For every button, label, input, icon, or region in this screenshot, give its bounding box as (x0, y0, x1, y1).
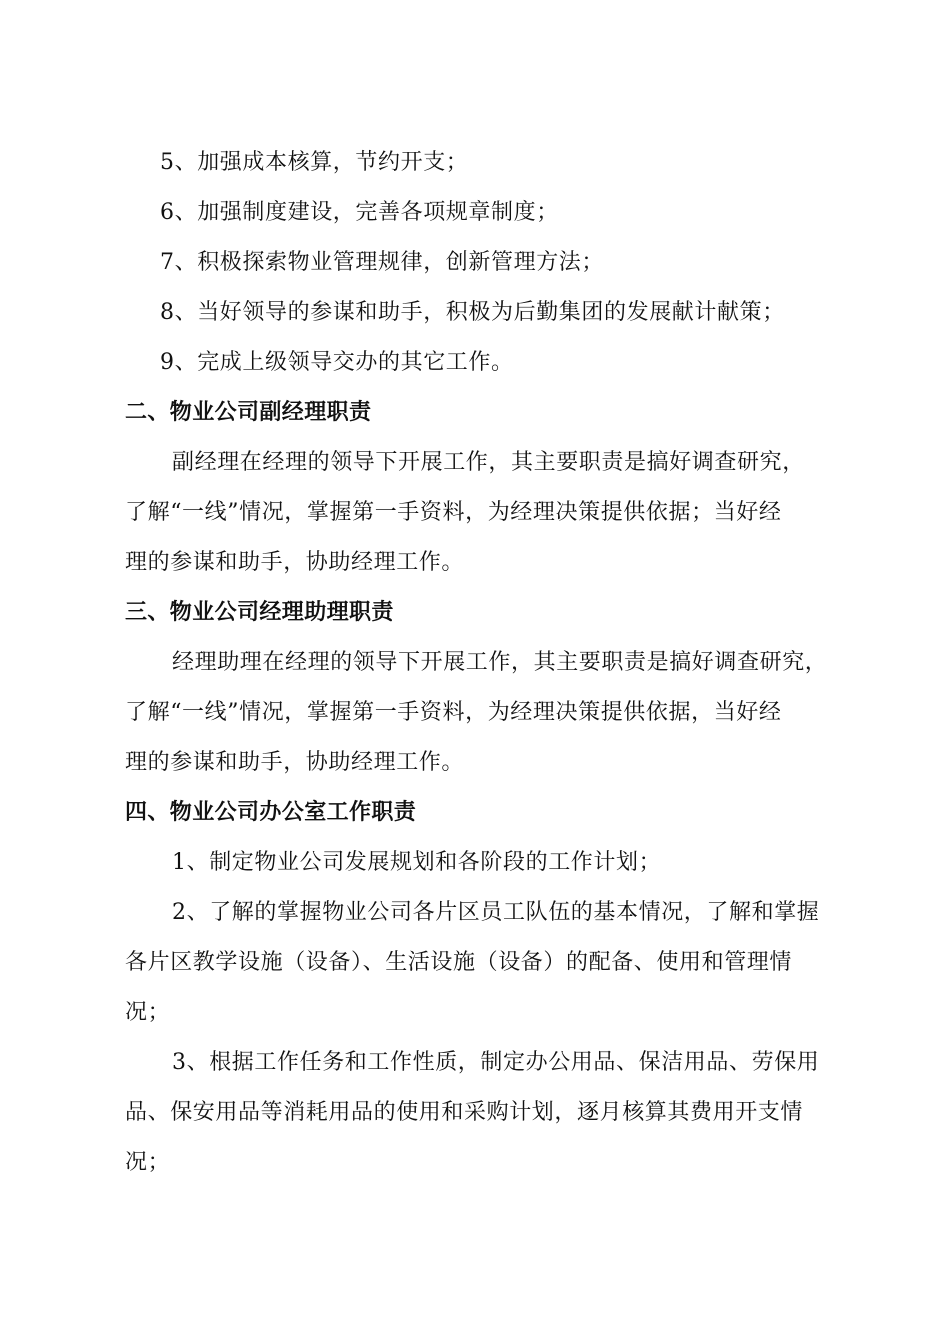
paragraph-line: 理的参谋和助手，协助经理工作。 (125, 550, 465, 575)
list-item-8: 8、当好领导的参谋和助手，积极为后勤集团的发展献计献策； (160, 300, 785, 325)
paragraph-line: 了解“一线”情况，掌握第一手资料，为经理决策提供依据，当好经 (125, 700, 782, 725)
list-item-7: 7、积极探索物业管理规律，创新管理方法； (160, 250, 604, 275)
section-heading-deputy-manager: 二、物业公司副经理职责 (125, 400, 372, 425)
list-item-9: 9、完成上级领导交办的其它工作。 (160, 350, 514, 375)
paragraph-line: 了解“一线”情况，掌握第一手资料，为经理决策提供依据；当好经 (125, 500, 782, 525)
list-item-1: 1、制定物业公司发展规划和各阶段的工作计划； (172, 850, 662, 875)
list-item-2: 2、了解的掌握物业公司各片区员工队伍的基本情况，了解和掌握 (172, 900, 820, 925)
list-item-3-continued: 况； (125, 1150, 171, 1175)
list-item-2-continued: 各片区教学设施（设备）、生活设施（设备）的配备、使用和管理情 (125, 950, 793, 975)
list-item-3: 3、根据工作任务和工作性质，制定办公用品、保洁用品、劳保用 (172, 1050, 820, 1075)
section-heading-assistant-manager: 三、物业公司经理助理职责 (125, 600, 394, 625)
paragraph-line: 理的参谋和助手，协助经理工作。 (125, 750, 465, 775)
paragraph-line: 副经理在经理的领导下开展工作，其主要职责是搞好调查研究， (172, 450, 805, 475)
list-item-2-continued: 况； (125, 1000, 171, 1025)
list-item-3-continued: 品、保安用品等消耗用品的使用和采购计划，逐月核算其费用开支情 (125, 1100, 804, 1125)
paragraph-line: 经理助理在经理的领导下开展工作，其主要职责是搞好调查研究， (172, 650, 828, 675)
list-item-6: 6、加强制度建设，完善各项规章制度； (160, 200, 559, 225)
section-heading-office-duties: 四、物业公司办公室工作职责 (125, 800, 417, 825)
list-item-5: 5、加强成本核算，节约开支； (160, 150, 469, 175)
